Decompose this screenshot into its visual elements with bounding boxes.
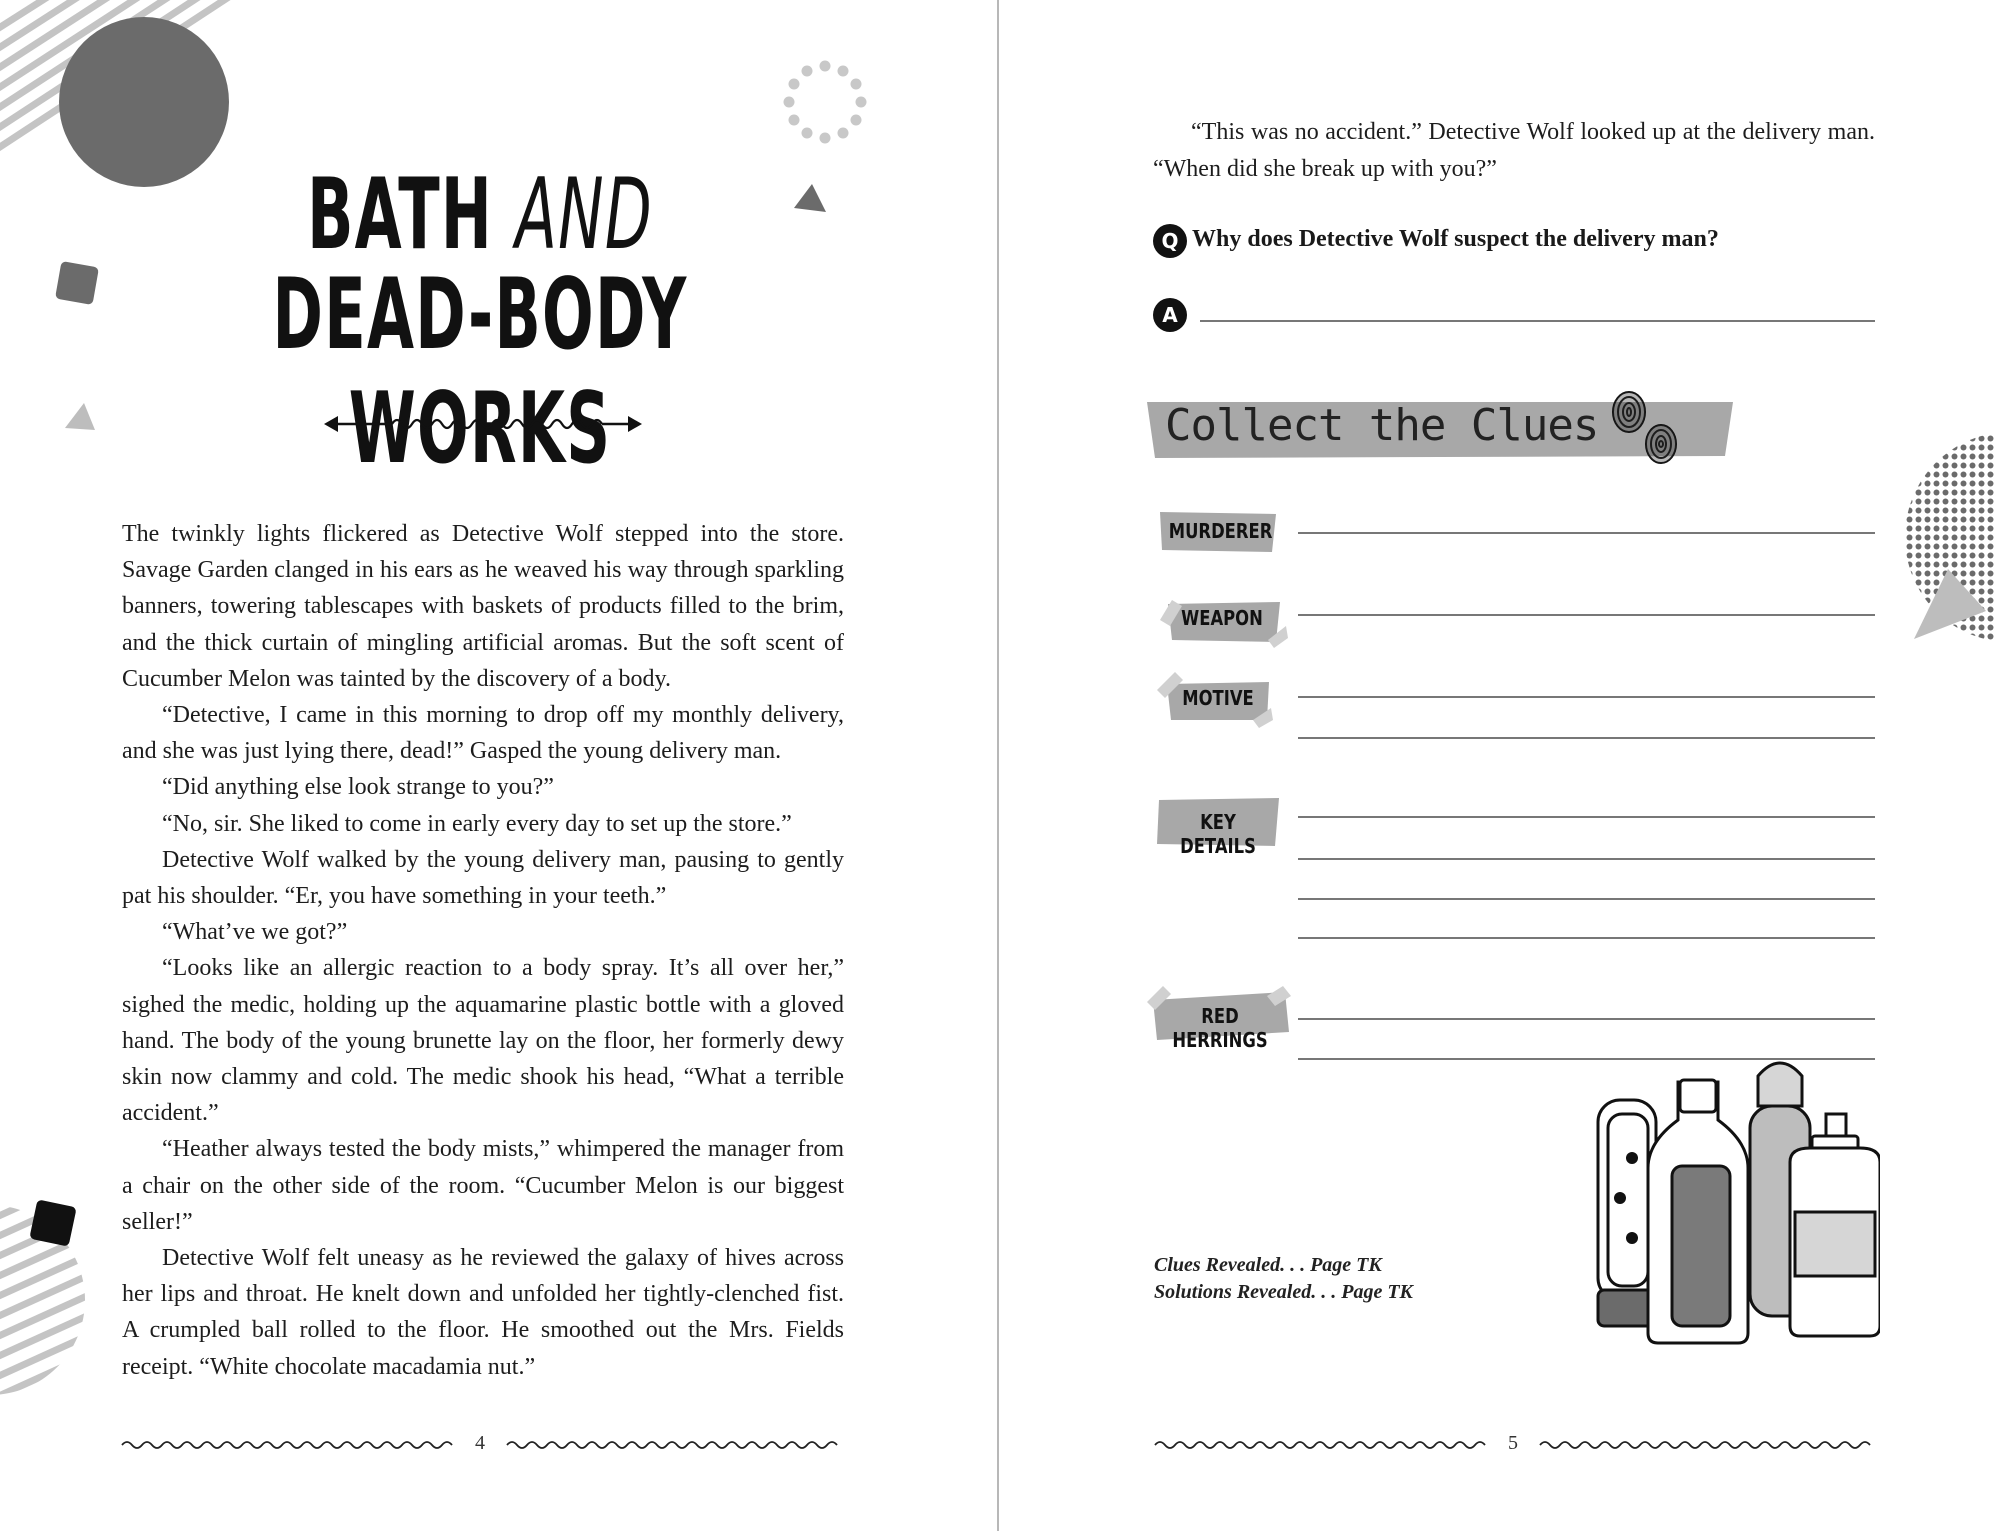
motive-tag: MOTIVE — [1182, 686, 1254, 710]
footer-wave-right — [505, 1435, 845, 1455]
key-details-line-4[interactable] — [1298, 937, 1875, 939]
story-paragraph: “Did anything else look strange to you?” — [162, 774, 554, 801]
key-details-line-2[interactable] — [1298, 858, 1875, 860]
chapter-title-line1 — [182, 158, 777, 272]
chapter-title-line2: DEAD-BODY WORKS — [272, 258, 688, 486]
fingerprint-icon — [1605, 388, 1685, 472]
motive-line-2[interactable] — [1298, 737, 1875, 739]
title-word-and: AND — [515, 158, 653, 272]
red-herrings-tag: RED HERRINGS — [1172, 1004, 1268, 1052]
key-details-line-3[interactable] — [1298, 898, 1875, 900]
answer-line[interactable] — [1200, 320, 1875, 322]
story-paragraph: Detective Wolf walked by the young delivery man, pausing to gently pat his shoulder. “Er, you have something in your teeth.” — [122, 846, 844, 910]
footer-wave-left — [120, 1435, 460, 1455]
page-number: 4 — [475, 1432, 485, 1454]
red-herrings-line-1[interactable] — [1298, 1018, 1875, 1020]
answer-badge: A — [1153, 298, 1187, 332]
story-paragraph: “Looks like an allergic reaction to a body spray. It’s all over her,” sighed the medic, holding up the aquamarine plastic bottle with a gloved hand. The body of the young brunette lay on the floor, her formerly dewy skin now clammy and cold. The medic shook his head, “What a terrible accident.” — [122, 955, 844, 1127]
dotted-ring-decoration — [780, 58, 870, 148]
footer-wave-left — [1153, 1435, 1493, 1455]
story-text — [122, 516, 844, 1385]
murderer-line[interactable] — [1298, 532, 1875, 534]
motive-line-1[interactable] — [1298, 696, 1875, 698]
page-number: 5 — [1508, 1432, 1518, 1454]
title-word-bath: BATH — [307, 158, 493, 272]
weapon-line[interactable] — [1298, 614, 1875, 616]
story-paragraph: “No, sir. She liked to come in early every day to set up the store.” — [162, 810, 792, 837]
squiggle-divider — [322, 410, 644, 438]
square-decoration — [52, 258, 104, 310]
story-continuation — [1153, 114, 1875, 188]
key-details-line-1[interactable] — [1298, 816, 1875, 818]
story-paragraph: “Heather always tested the body mists,” whimpered the manager from a chair on the other side of the room. “Cucumber Melon is our biggest seller!” — [122, 1136, 844, 1235]
left-page — [0, 0, 997, 1531]
black-square-decoration — [25, 1195, 85, 1255]
weapon-tag: WEAPON — [1181, 606, 1263, 630]
story-paragraph: Detective Wolf felt uneasy as he reviewed the galaxy of hives across her lips and throat. He knelt down and unfolded her tightly-clenched fist. A crumpled ball rolled to the floor. He smoothed out the Mrs. Fields receipt. “White chocolate macadamia nut.” — [122, 1245, 844, 1380]
bath-products-illustration — [1590, 1040, 1880, 1345]
solutions-revealed-note: Solutions Revealed. . . Page TK — [1154, 1281, 1413, 1303]
key-details-tag: KEY DETAILS — [1180, 810, 1256, 858]
triangle-decoration-right — [1910, 565, 1996, 645]
murderer-tag: MURDERER — [1168, 519, 1273, 543]
footer-wave-right — [1538, 1435, 1878, 1455]
story-paragraph: “What’ve we got?” — [162, 919, 348, 946]
story-paragraph: “Detective, I came in this morning to drop off my monthly delivery, and she was just lying there, dead!” Gasped the young delivery man. — [122, 702, 844, 765]
story-paragraph: “This was no accident.” Detective Wolf looked up at the delivery man. “When did she break up with you?” — [1153, 119, 1875, 182]
story-paragraph: The twinkly lights flickered as Detective Wolf stepped into the store. Savage Garden clanged in his ears as he weaved his way through sparkling banners, towering tablescapes with baskets of products filled to the brim, and the thick curtain of mingling artificial aromas. But the soft scent of Cucumber Melon was tainted by the discovery of a body. — [122, 521, 844, 692]
question-badge: Q — [1153, 224, 1187, 258]
clues-revealed-note: Clues Revealed. . . Page TK — [1154, 1254, 1382, 1276]
triangle-decoration-small — [62, 400, 98, 434]
question-text: Why does Detective Wolf suspect the delivery man? — [1192, 226, 1719, 252]
clues-title: Collect the Clues — [1165, 400, 1599, 451]
triangle-decoration — [790, 180, 830, 216]
